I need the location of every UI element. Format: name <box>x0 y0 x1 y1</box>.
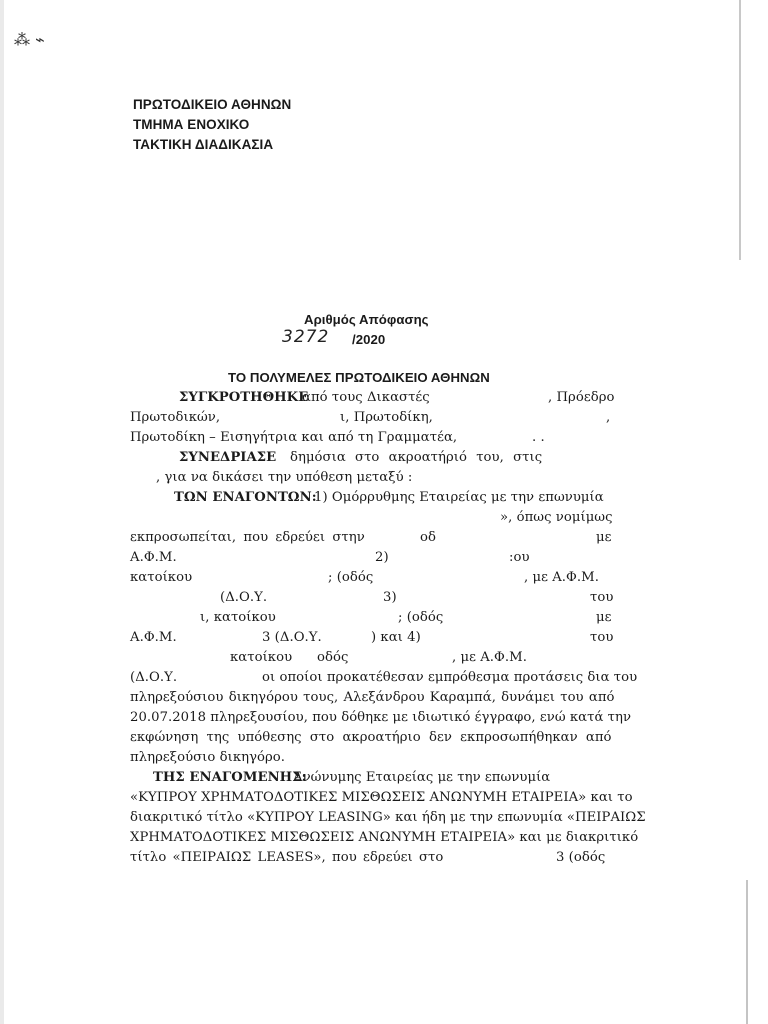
court-name: ΠΡΩΤΟΔΙΚΕΙΟ ΑΘΗΝΩΝ <box>133 97 292 112</box>
body-text: 3 (οδός <box>556 850 606 865</box>
court-title: ΤΟ ΠΟΛΥΜΕΛΕΣ ΠΡΩΤΟΔΙΚΕΙΟ ΑΘΗΝΩΝ <box>228 370 490 385</box>
body-text: 3) <box>383 590 397 605</box>
body-text: , για να δικάσει την υπόθεση μεταξύ : <box>156 470 413 485</box>
procedure-type: ΤΑΚΤΙΚΗ ΔΙΑΔΙΚΑΣΙΑ <box>133 137 274 152</box>
body-text: , <box>606 410 611 425</box>
body-text: Α.Φ.Μ. <box>130 550 177 565</box>
body-text: (Δ.Ο.Υ. <box>130 670 178 685</box>
body-text: κατοίκου <box>130 570 193 585</box>
body-text: οδ <box>420 530 436 545</box>
decision-year: /2020 <box>352 332 386 347</box>
body-text: , με Α.Φ.Μ. <box>452 650 527 665</box>
body-text: εκπροσωπείται, που εδρεύει στην <box>130 530 365 545</box>
body-text: τίτλο «ΠΕΙΡΑΙΩΣ LEASES», που εδρεύει στο <box>130 850 444 865</box>
body-text: οδός <box>317 650 349 665</box>
body-text: ι, Πρωτοδίκη, <box>340 410 433 425</box>
body-text: . . <box>532 430 545 445</box>
body-text: Πρωτοδίκη – Εισηγήτρια και από τη Γραμματέα, <box>130 430 458 445</box>
body-text: ι, κατοίκου <box>200 610 276 625</box>
body-text: », όπως νομίμως <box>500 510 613 525</box>
body-text: Ανώνυμης Εταιρείας με την επωνυμία <box>293 770 551 785</box>
department-name: ΤΜΗΜΑ ΕΝΟΧΙΚΟ <box>133 117 250 132</box>
body-text: διακριτικό τίτλο «ΚΥΠΡΟΥ LEASING» και ήδη με την επωνυμία «ΠΕΙΡΑΙΩΣ <box>130 810 646 825</box>
body-text: Α.Φ.Μ. <box>130 630 177 645</box>
body-text: κατοίκου <box>230 650 293 665</box>
body-text: , Πρόεδρο <box>548 390 615 405</box>
body-text: πληρεξούσιο δικηγόρο. <box>130 750 286 765</box>
corner-scribble-mark: ⁂ ⌁ <box>14 30 45 49</box>
body-text: 3 (Δ.Ο.Υ. <box>262 630 322 645</box>
scan-edge-right-lower <box>746 880 748 1024</box>
session-label: ΣΥΝΕΔΡΙΑΣΕ <box>179 450 277 465</box>
body-text: , με Α.Φ.Μ. <box>524 570 599 585</box>
body-text: (Δ.Ο.Υ. <box>220 590 268 605</box>
body-text: ΧΡΗΜΑΤΟΔΟΤΙΚΕΣ ΜΙΣΘΩΣΕΙΣ ΑΝΩΝΥΜΗ ΕΤΑΙΡΕΙΑ» και με διακριτικό <box>130 830 639 845</box>
body-text: :ου <box>509 550 530 565</box>
body-text: από τους Δικαστές <box>302 390 430 405</box>
scan-edge-right <box>739 0 741 260</box>
composed-label: ΣΥΓΚΡΟΤΗΘΗΚΕ <box>179 390 309 405</box>
body-text: 20.07.2018 πληρεξουσίου, που δόθηκε με ιδιωτικό έγγραφο, ενώ κατά την <box>130 710 632 725</box>
body-text: του <box>590 590 614 605</box>
body-text: του <box>590 630 614 645</box>
body-text: δημόσια στο ακροατήριό του, στις <box>290 450 543 465</box>
body-text: 1) Ομόρρυθμης Εταιρείας με την επωνυμία <box>314 490 604 505</box>
decision-label: Αριθμός Απόφασης <box>304 312 429 327</box>
body-text: οι οποίοι προκατέθεσαν εμπρόθεσμα προτάσεις δια του <box>262 670 638 685</box>
body-text: με <box>596 530 612 545</box>
body-text: εκφώνηση της υπόθεσης στο ακροατήριο δεν εκπροσωπήθηκαν από <box>130 730 612 745</box>
body-text: ; (οδός <box>328 570 374 585</box>
scan-edge-left <box>0 0 4 1024</box>
body-text: «ΚΥΠΡΟΥ ΧΡΗΜΑΤΟΔΟΤΙΚΕΣ ΜΙΣΘΩΣΕΙΣ ΑΝΩΝΥΜΗ ΕΤΑΙΡΕΙΑ» και το <box>130 790 633 805</box>
defendant-label: ΤΗΣ ΕΝΑΓΟΜΕΝΗΣ: <box>153 770 307 785</box>
body-text: πληρεξούσιου δικηγόρου τους, Αλεξάνδρου Καραμπά, δυνάμει του από <box>130 690 615 705</box>
body-text: ; (οδός <box>398 610 444 625</box>
plaintiffs-label: ΤΩΝ ΕΝΑΓΟΝΤΩΝ: <box>174 490 317 505</box>
body-text: ) και 4) <box>371 630 421 645</box>
body-text: με <box>596 610 612 625</box>
decision-number-handwritten: 3272 <box>282 327 330 347</box>
body-text: 2) <box>375 550 389 565</box>
body-text: Πρωτοδικών, <box>130 410 221 425</box>
